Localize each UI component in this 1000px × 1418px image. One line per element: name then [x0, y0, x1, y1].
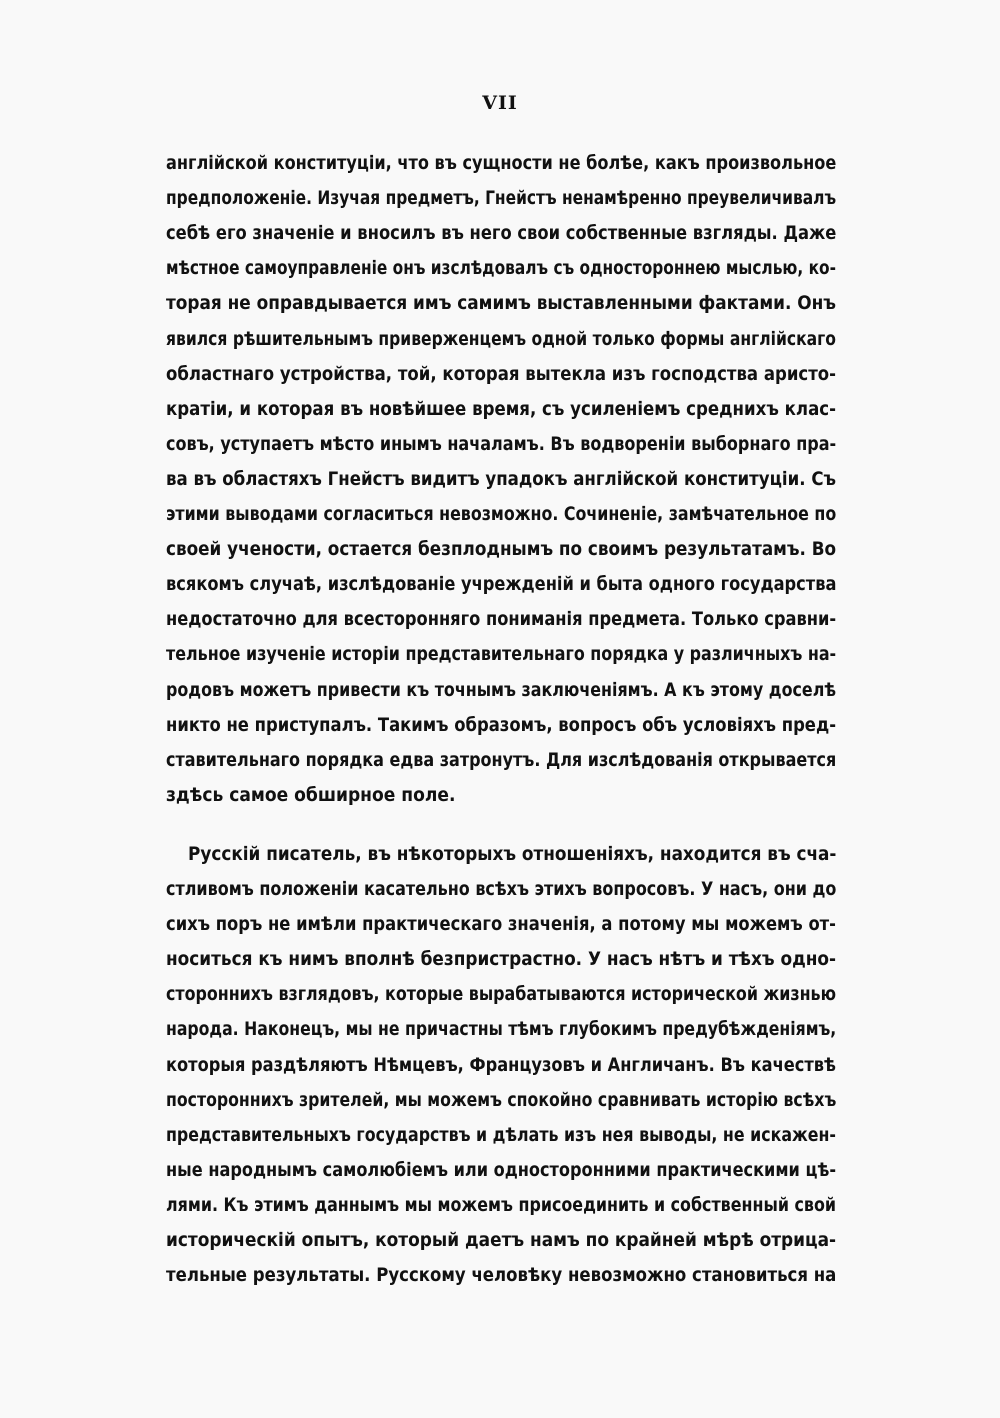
page-number: VII: [482, 92, 518, 114]
text-line: торая не оправдывается имъ самимъ выставленными фактами. Онъ: [166, 292, 836, 314]
text-line: ва въ областяхъ Гнейстъ видитъ упадокъ англійской конституціи. Съ: [166, 468, 836, 490]
text-line: ные народнымъ самолюбіемъ или односторонними практическими цѣ-: [166, 1159, 837, 1181]
text-line: стливомъ положеніи касательно всѣхъ этихъ вопросовъ. У насъ, они до: [166, 878, 837, 900]
text-line: народа. Наконецъ, мы не причастны тѣмъ глубокимъ предубѣжденіямъ,: [166, 1018, 837, 1040]
text-line: тельные результаты. Русскому человѣку невозможно становиться на: [166, 1264, 837, 1286]
text-line: стороннихъ взглядовъ, которые вырабатываются исторической жизнью: [166, 983, 837, 1005]
text-line: всякомъ случаѣ, изслѣдованіе учрежденій и быта одного государства: [166, 573, 837, 595]
text-line: представительныхъ государствъ и дѣлать изъ нея выводы, не искажен-: [166, 1124, 836, 1146]
text-line: Русскій писатель, въ нѣкоторыхъ отношеніяхъ, находится въ сча-: [188, 843, 837, 865]
text-line: кратіи, и которая въ новѣйшее время, съ усиленіемъ среднихъ клас-: [166, 398, 836, 420]
text-line: своей учености, остается безплоднымъ по своимъ результатамъ. Во: [166, 538, 837, 560]
text-line: которыя раздѣляютъ Нѣмцевъ, Французовъ и Англичанъ. Въ качествѣ: [166, 1054, 836, 1076]
text-line: носиться къ нимъ вполнѣ безпристрастно. У насъ нѣтъ и тѣхъ одно-: [166, 948, 836, 970]
text-line: историческій опытъ, который даетъ намъ по крайней мѣрѣ отрица-: [166, 1229, 837, 1251]
text-line: лями. Къ этимъ даннымъ мы можемъ присоединить и собственный свой: [166, 1194, 837, 1216]
text-line: явился рѣшительнымъ приверженцемъ одной только формы англійскаго: [166, 328, 836, 350]
text-line: областнаго устройства, той, которая вытекла изъ господства аристо-: [166, 363, 836, 385]
text-line: родовъ можетъ привести къ точнымъ заключеніямъ. А къ этому доселѣ: [166, 679, 837, 701]
text-line: совъ, уступаетъ мѣсто инымъ началамъ. Въ водвореніи выборнаго пра-: [166, 433, 837, 455]
text-line: себѣ его значеніе и вносилъ въ него свои собственные взгляды. Даже: [166, 222, 837, 244]
text-line: мѣстное самоуправленіе онъ изслѣдовалъ съ одностороннею мыслью, ко-: [166, 257, 836, 279]
text-line: тельное изученіе исторіи представительнаго порядка у различныхъ на-: [166, 643, 837, 665]
text-line: ставительнаго порядка едва затронутъ. Для изслѣдованія открывается: [166, 749, 837, 771]
text-line: постороннихъ зрителей, мы можемъ спокойно сравнивать исторію всѣхъ: [166, 1089, 837, 1111]
text-line: предположеніе. Изучая предметъ, Гнейстъ ненамѣренно преувеличивалъ: [166, 187, 837, 209]
text-line: англійской конституціи, что въ сущности не болѣе, какъ произвольное: [166, 152, 837, 174]
text-line: сихъ поръ не имѣли практическаго значенія, а потому мы можемъ от-: [166, 913, 836, 935]
text-line: недостаточно для всесторонняго пониманія предмета. Только сравни-: [166, 608, 837, 630]
text-line: никто не приступалъ. Такимъ образомъ, вопросъ объ условіяхъ пред-: [166, 714, 837, 736]
text-line: этими выводами согласиться невозможно. Сочиненіе, замѣчательное по: [166, 503, 837, 525]
text-line: здѣсь самое обширное поле.: [166, 784, 456, 806]
